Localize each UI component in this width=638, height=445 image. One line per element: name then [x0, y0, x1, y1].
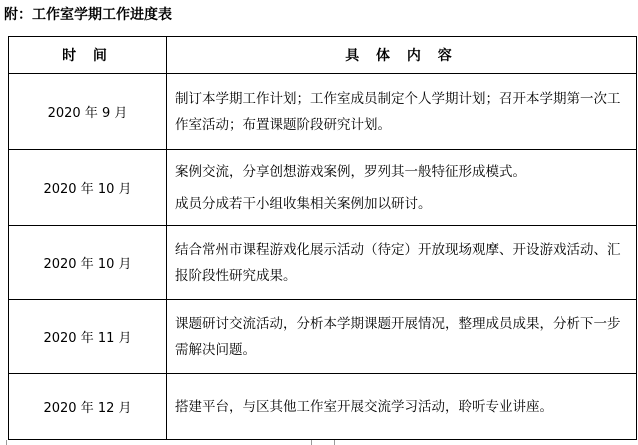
- row-time: 2020 年 10 月: [9, 150, 167, 226]
- content-line: 成员分成若干小组收集相关案例加以研讨。: [175, 196, 432, 212]
- content-line: 课题研讨交流活动，分析本学期课题开展情况，整理成员成果，分析下一步需解决问题。: [175, 316, 621, 358]
- content-line: 制订本学期工作计划；工作室成员制定个人学期计划；召开本学期第一次工作室活动；布置课题阶段研究计划。: [175, 91, 621, 133]
- row-content: [167, 74, 637, 150]
- row-time: 2020 年 10 月: [9, 226, 167, 300]
- row-content: [167, 300, 637, 374]
- row-content: [167, 150, 637, 226]
- content-line: 案例交流，分享创想游戏案例，罗列其一般特征形成模式。: [175, 164, 526, 180]
- page-mark: [311, 440, 312, 445]
- page-edge-marks: [0, 439, 638, 445]
- row-content: [167, 226, 637, 300]
- table-row: [9, 150, 637, 226]
- header-content: 具 体 内 容: [167, 37, 637, 74]
- document-title: 附：工作室学期工作进度表: [4, 7, 172, 23]
- content-line: 搭建平台，与区其他工作室开展交流学习活动，聆听专业讲座。: [175, 399, 553, 415]
- table-row: [9, 374, 637, 440]
- content-line: 结合常州市课程游戏化展示活动（待定）开放现场观摩、开设游戏活动、汇报阶段性研究成果。: [175, 242, 621, 284]
- table-row: [9, 226, 637, 300]
- progress-schedule-table: [8, 36, 637, 440]
- row-time: 2020 年 9 月: [9, 74, 167, 150]
- page-mark: [334, 440, 335, 445]
- page-mark: [6, 440, 7, 445]
- row-time: 2020 年 12 月: [9, 374, 167, 440]
- table-row: [9, 74, 637, 150]
- row-time: 2020 年 11 月: [9, 300, 167, 374]
- table-header-row: [9, 37, 637, 74]
- header-time: 时 间: [9, 37, 167, 74]
- row-content: [167, 374, 637, 440]
- table-row: [9, 300, 637, 374]
